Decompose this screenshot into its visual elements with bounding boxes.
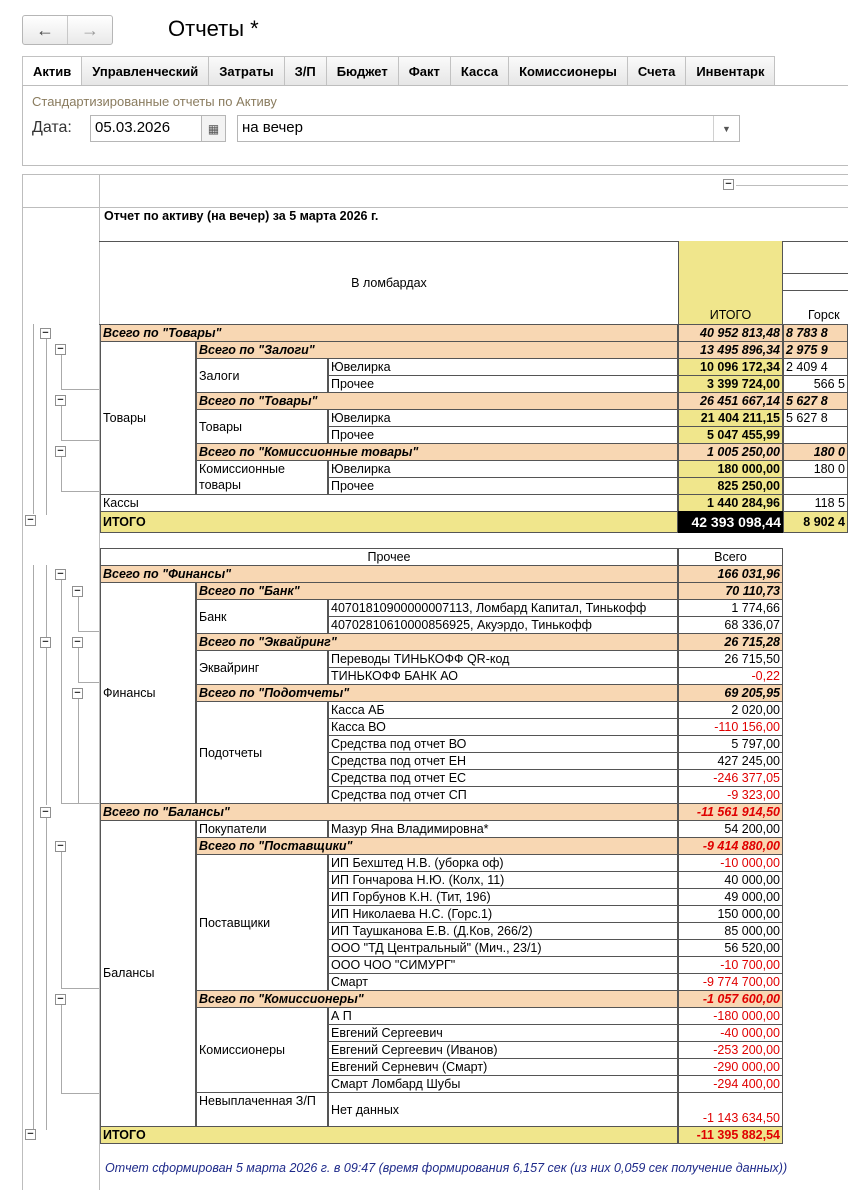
row-tovary-prochee: Прочее	[328, 426, 678, 444]
label-finansy: Финансы	[100, 582, 196, 804]
value-zalogi-yuvelirka-gorsk: 2 409 4	[783, 358, 848, 376]
label-nevyplachennaya-zp: Невыплаченная З/П	[196, 1092, 328, 1127]
value-zalogi-yuvelirka: 10 096 172,34	[678, 358, 783, 376]
value-vsego-tovary-gorsk: 8 783 8	[783, 324, 848, 342]
collapse-postavshchiki-icon[interactable]: −	[55, 841, 66, 852]
form-border-bottom	[22, 165, 848, 166]
tree-line	[61, 406, 62, 440]
value-zalogi-prochee: 3 399 724,00	[678, 375, 783, 393]
row-vsego-finansy: Всего по "Финансы"	[100, 565, 678, 583]
collapse-total-icon[interactable]: −	[25, 515, 36, 526]
collapse-komissionnye-icon[interactable]: −	[55, 446, 66, 457]
value-post-3: 49 000,00	[678, 888, 783, 906]
row-post-1: ИП Бехштед Н.В. (уборка оф)	[328, 854, 678, 872]
tab-budget[interactable]: Бюджет	[327, 56, 399, 86]
value-post-5: 85 000,00	[678, 922, 783, 940]
value-vsego-tovary: 40 952 813,48	[678, 324, 783, 342]
back-arrow-icon[interactable]: ←	[36, 19, 54, 40]
column-group-line	[736, 185, 848, 186]
row-pod-6: Средства под отчет СП	[328, 786, 678, 804]
row-vsego-ekvairing: Всего по "Эквайринг"	[196, 633, 678, 651]
row-pod-2: Касса ВО	[328, 718, 678, 736]
value-itogo: 42 393 098,44	[678, 511, 783, 533]
label-komissionery: Комиссионеры	[196, 1007, 328, 1093]
row-tovary-yuvelirka: Ювелирка	[328, 409, 678, 427]
value-komis-yuvelirka-gorsk: 180 0	[783, 460, 848, 478]
value-post-4: 150 000,00	[678, 905, 783, 923]
value-komis-prochee: 825 250,00	[678, 477, 783, 495]
forward-arrow-icon[interactable]: →	[67, 16, 112, 44]
collapse-ekvairing-icon[interactable]: −	[72, 637, 83, 648]
tab-zatraty[interactable]: Затраты	[209, 56, 284, 86]
value-post-1: -10 000,00	[678, 854, 783, 872]
value-bank-1: 1 774,66	[678, 599, 783, 617]
value-vsego-finansy: 166 031,96	[678, 565, 783, 583]
value-zalogi-prochee-gorsk: 566 5	[783, 375, 848, 393]
report-title: Отчет по активу (на вечер) за 5 марта 2026 г.	[104, 209, 379, 223]
row-post-3: ИП Горбунов К.Н. (Тит, 196)	[328, 888, 678, 906]
value-komis-yuvelirka: 180 000,00	[678, 460, 783, 478]
value-itogo-prochee: -11 395 882,54	[678, 1126, 783, 1144]
row-pod-5: Средства под отчет ЕС	[328, 769, 678, 787]
row-pokupatel-1: Мазур Яна Владимировна*	[328, 820, 678, 838]
report-footer: Отчет сформирован 5 марта 2026 г. в 09:47 (время формирования 6,157 сек (из них 0,059 сек получение данных))	[105, 1161, 788, 1175]
sheet-left-border	[22, 174, 23, 1190]
tab-underline	[22, 85, 848, 86]
value-pod-3: 5 797,00	[678, 735, 783, 753]
header-sub-line-2	[783, 290, 848, 291]
tree-line	[78, 682, 99, 683]
value-kassy-gorsk: 118 5	[783, 494, 848, 512]
value-post-8: -9 774 700,00	[678, 973, 783, 991]
row-vsego-zalogi: Всего по "Залоги"	[196, 341, 678, 359]
row-vsego-podotchety: Всего по "Подотчеты"	[196, 684, 678, 702]
value-tovary-prochee-gorsk	[783, 426, 848, 444]
collapse-balansy-icon[interactable]: −	[40, 807, 51, 818]
chevron-down-icon[interactable]: ▼	[713, 116, 739, 141]
tree-line	[78, 699, 79, 803]
tree-line	[46, 339, 47, 515]
value-vsego-ekvairing: 26 715,28	[678, 633, 783, 651]
row-kom-5: Смарт Ломбард Шубы	[328, 1075, 678, 1093]
label-bank: Банк	[196, 599, 328, 634]
navigation-buttons	[22, 15, 113, 45]
collapse-komissionery-icon[interactable]: −	[55, 994, 66, 1005]
row-post-5: ИП Таушканова Е.В. (Д.Ков, 266/2)	[328, 922, 678, 940]
form-border-left	[22, 85, 23, 165]
tree-line	[61, 389, 99, 390]
date-input[interactable]: 05.03.2026	[90, 115, 202, 142]
tab-zp[interactable]: З/П	[285, 56, 327, 86]
row-kom-2: Евгений Сергеевич	[328, 1024, 678, 1042]
value-kom-1: -180 000,00	[678, 1007, 783, 1025]
row-kom-1: А П	[328, 1007, 678, 1025]
value-kom-2: -40 000,00	[678, 1024, 783, 1042]
value-ekv-1: 26 715,50	[678, 650, 783, 668]
value-pod-5: -246 377,05	[678, 769, 783, 787]
value-vsego-bank: 70 110,73	[678, 582, 783, 600]
tree-line	[78, 631, 99, 632]
header-prochee: Прочее	[100, 548, 678, 566]
value-itogo-gorsk: 8 902 4	[783, 511, 848, 533]
value-vsego-komissionnye: 1 005 250,00	[678, 443, 783, 461]
collapse-itogo2-icon[interactable]: −	[25, 1129, 36, 1140]
row-zalogi-yuvelirka: Ювелирка	[328, 358, 678, 376]
row-vsego-komissionery: Всего по "Комиссионеры"	[196, 990, 678, 1008]
value-net-dannykh: -1 143 634,50	[678, 1092, 783, 1127]
collapse-side-icon[interactable]: −	[40, 637, 51, 648]
row-ekv-1: Переводы ТИНЬКОФФ QR-код	[328, 650, 678, 668]
row-kom-4: Евгений Серневич (Смарт)	[328, 1058, 678, 1076]
period-select[interactable]	[237, 115, 740, 142]
tab-komissionery[interactable]: Комиссионеры	[509, 56, 628, 86]
value-vsego-komissionery: -1 057 600,00	[678, 990, 783, 1008]
value-pod-1: 2 020,00	[678, 701, 783, 719]
row-itogo: ИТОГО	[100, 511, 678, 533]
tab-upravlencheskiy[interactable]: Управленческий	[82, 56, 209, 86]
value-vsego-tovary2-gorsk: 5 627 8	[783, 392, 848, 410]
header-gorsk: Горск	[808, 308, 840, 322]
value-vsego-postavshchiki: -9 414 880,00	[678, 837, 783, 855]
header-v-lombardakh: В ломбардах	[351, 276, 427, 290]
row-ekv-2: ТИНЬКОФФ БАНК АО	[328, 667, 678, 685]
tree-line	[61, 852, 62, 988]
row-kassy: Кассы	[100, 494, 678, 512]
value-post-2: 40 000,00	[678, 871, 783, 889]
row-post-7: ООО ЧОО "СИМУРГ"	[328, 956, 678, 974]
tree-line	[78, 597, 79, 631]
label-postavshchiki: Поставщики	[196, 854, 328, 991]
row-pod-1: Касса АБ	[328, 701, 678, 719]
header-sub-line	[783, 273, 848, 274]
label-balansy: Балансы	[100, 820, 196, 1127]
label-komissionnye-tovary: Комиссионные товары	[196, 460, 328, 495]
tab-aktiv[interactable]: Актив	[22, 56, 82, 86]
calendar-icon[interactable]: ▦	[201, 115, 226, 142]
value-post-6: 56 520,00	[678, 939, 783, 957]
row-komis-prochee: Прочее	[328, 477, 678, 495]
value-bank-2: 68 336,07	[678, 616, 783, 634]
value-post-7: -10 700,00	[678, 956, 783, 974]
row-vsego-tovary2: Всего по "Товары"	[196, 392, 678, 410]
value-pod-6: -9 323,00	[678, 786, 783, 804]
row-kom-3: Евгений Сергеевич (Иванов)	[328, 1041, 678, 1059]
row-bank-1: 40701810900000007113, Ломбард Капитал, Тинькофф	[328, 599, 678, 617]
row-vsego-komissionnye: Всего по "Комиссионные товары"	[196, 443, 678, 461]
label-podotchety: Подотчеты	[196, 701, 328, 804]
sheet-top-border	[22, 174, 848, 175]
value-ekv-2: -0,22	[678, 667, 783, 685]
collapse-podotchety-icon[interactable]: −	[72, 688, 83, 699]
row-zalogi-prochee: Прочее	[328, 375, 678, 393]
tree-line	[46, 818, 47, 1130]
date-label: Дата:	[32, 119, 72, 136]
label-tovary-group: Товары	[100, 341, 196, 495]
tree-line	[46, 565, 47, 805]
value-tovary-prochee: 5 047 455,99	[678, 426, 783, 444]
tree-line	[61, 988, 99, 989]
row-vsego-bank: Всего по "Банк"	[196, 582, 678, 600]
tree-line	[61, 491, 99, 492]
value-pod-2: -110 156,00	[678, 718, 783, 736]
tree-line	[61, 1005, 62, 1093]
collapse-columns-icon[interactable]: −	[723, 179, 734, 190]
row-post-4: ИП Николаева Н.С. (Горс.1)	[328, 905, 678, 923]
tab-inventarizatsiya[interactable]: Инвентарк	[686, 56, 775, 86]
value-vsego-komissionnye-gorsk: 180 0	[783, 443, 848, 461]
tab-scheta[interactable]: Счета	[628, 56, 686, 86]
tree-line	[33, 565, 34, 1130]
label-ekvairing: Эквайринг	[196, 650, 328, 685]
value-pokupatel-1: 54 200,00	[678, 820, 783, 838]
row-vsego-postavshchiki: Всего по "Поставщики"	[196, 837, 678, 855]
tree-line	[61, 1093, 99, 1094]
row-itogo-prochee: ИТОГО	[100, 1126, 678, 1144]
collapse-tovary2-icon[interactable]: −	[55, 395, 66, 406]
value-kom-4: -290 000,00	[678, 1058, 783, 1076]
window-title: Отчеты *	[168, 16, 259, 41]
row-pod-3: Средства под отчет ВО	[328, 735, 678, 753]
value-kom-3: -253 200,00	[678, 1041, 783, 1059]
value-kassy: 1 440 284,96	[678, 494, 783, 512]
collapse-zalogi-icon[interactable]: −	[55, 344, 66, 355]
tab-kassa[interactable]: Касса	[451, 56, 509, 86]
header-itogo: ИТОГО	[709, 308, 752, 322]
value-vsego-podotchety: 69 205,95	[678, 684, 783, 702]
value-vsego-balansy: -11 561 914,50	[678, 803, 783, 821]
label-pokupateli: Покупатели	[196, 820, 328, 838]
tree-line	[61, 355, 62, 389]
period-value: на вечер	[242, 119, 303, 136]
value-kom-5: -294 400,00	[678, 1075, 783, 1093]
row-post-8: Смарт	[328, 973, 678, 991]
row-post-6: ООО "ТД Центральный" (Мич., 23/1)	[328, 939, 678, 957]
value-tovary-yuvelirka-gorsk: 5 627 8	[783, 409, 848, 427]
row-bank-2: 40702810610000856925, Акуэрдо, Тинькофф	[328, 616, 678, 634]
row-post-2: ИП Гончарова Н.Ю. (Колх, 11)	[328, 871, 678, 889]
row-net-dannykh: Нет данных	[328, 1092, 678, 1127]
value-pod-4: 427 245,00	[678, 752, 783, 770]
tree-line	[61, 440, 99, 441]
value-vsego-zalogi-gorsk: 2 975 9	[783, 341, 848, 359]
value-tovary-yuvelirka: 21 404 211,15	[678, 409, 783, 427]
value-vsego-zalogi: 13 495 896,34	[678, 341, 783, 359]
value-vsego-tovary2: 26 451 667,14	[678, 392, 783, 410]
report-subtitle: Стандартизированные отчеты по Активу	[32, 94, 277, 109]
label-zalogi: Залоги	[196, 358, 328, 393]
tree-line	[33, 324, 34, 514]
row-komis-yuvelirka: Ювелирка	[328, 460, 678, 478]
collapse-bank-icon[interactable]: −	[72, 586, 83, 597]
tree-line	[61, 457, 62, 491]
tab-bar	[22, 56, 775, 86]
row-vsego-tovary: Всего по "Товары"	[100, 324, 678, 342]
header-vsego: Всего	[678, 548, 783, 566]
tab-fakt[interactable]: Факт	[399, 56, 451, 86]
tree-line	[78, 648, 79, 682]
value-komis-prochee-gorsk	[783, 477, 848, 495]
tree-line	[61, 580, 62, 804]
row-vsego-balansy: Всего по "Балансы"	[100, 803, 678, 821]
label-tovary2: Товары	[196, 409, 328, 444]
collapse-finansy-icon[interactable]: −	[55, 569, 66, 580]
tree-line	[61, 803, 99, 804]
collapse-tovary-icon[interactable]: −	[40, 328, 51, 339]
row-pod-4: Средства под отчет ЕН	[328, 752, 678, 770]
